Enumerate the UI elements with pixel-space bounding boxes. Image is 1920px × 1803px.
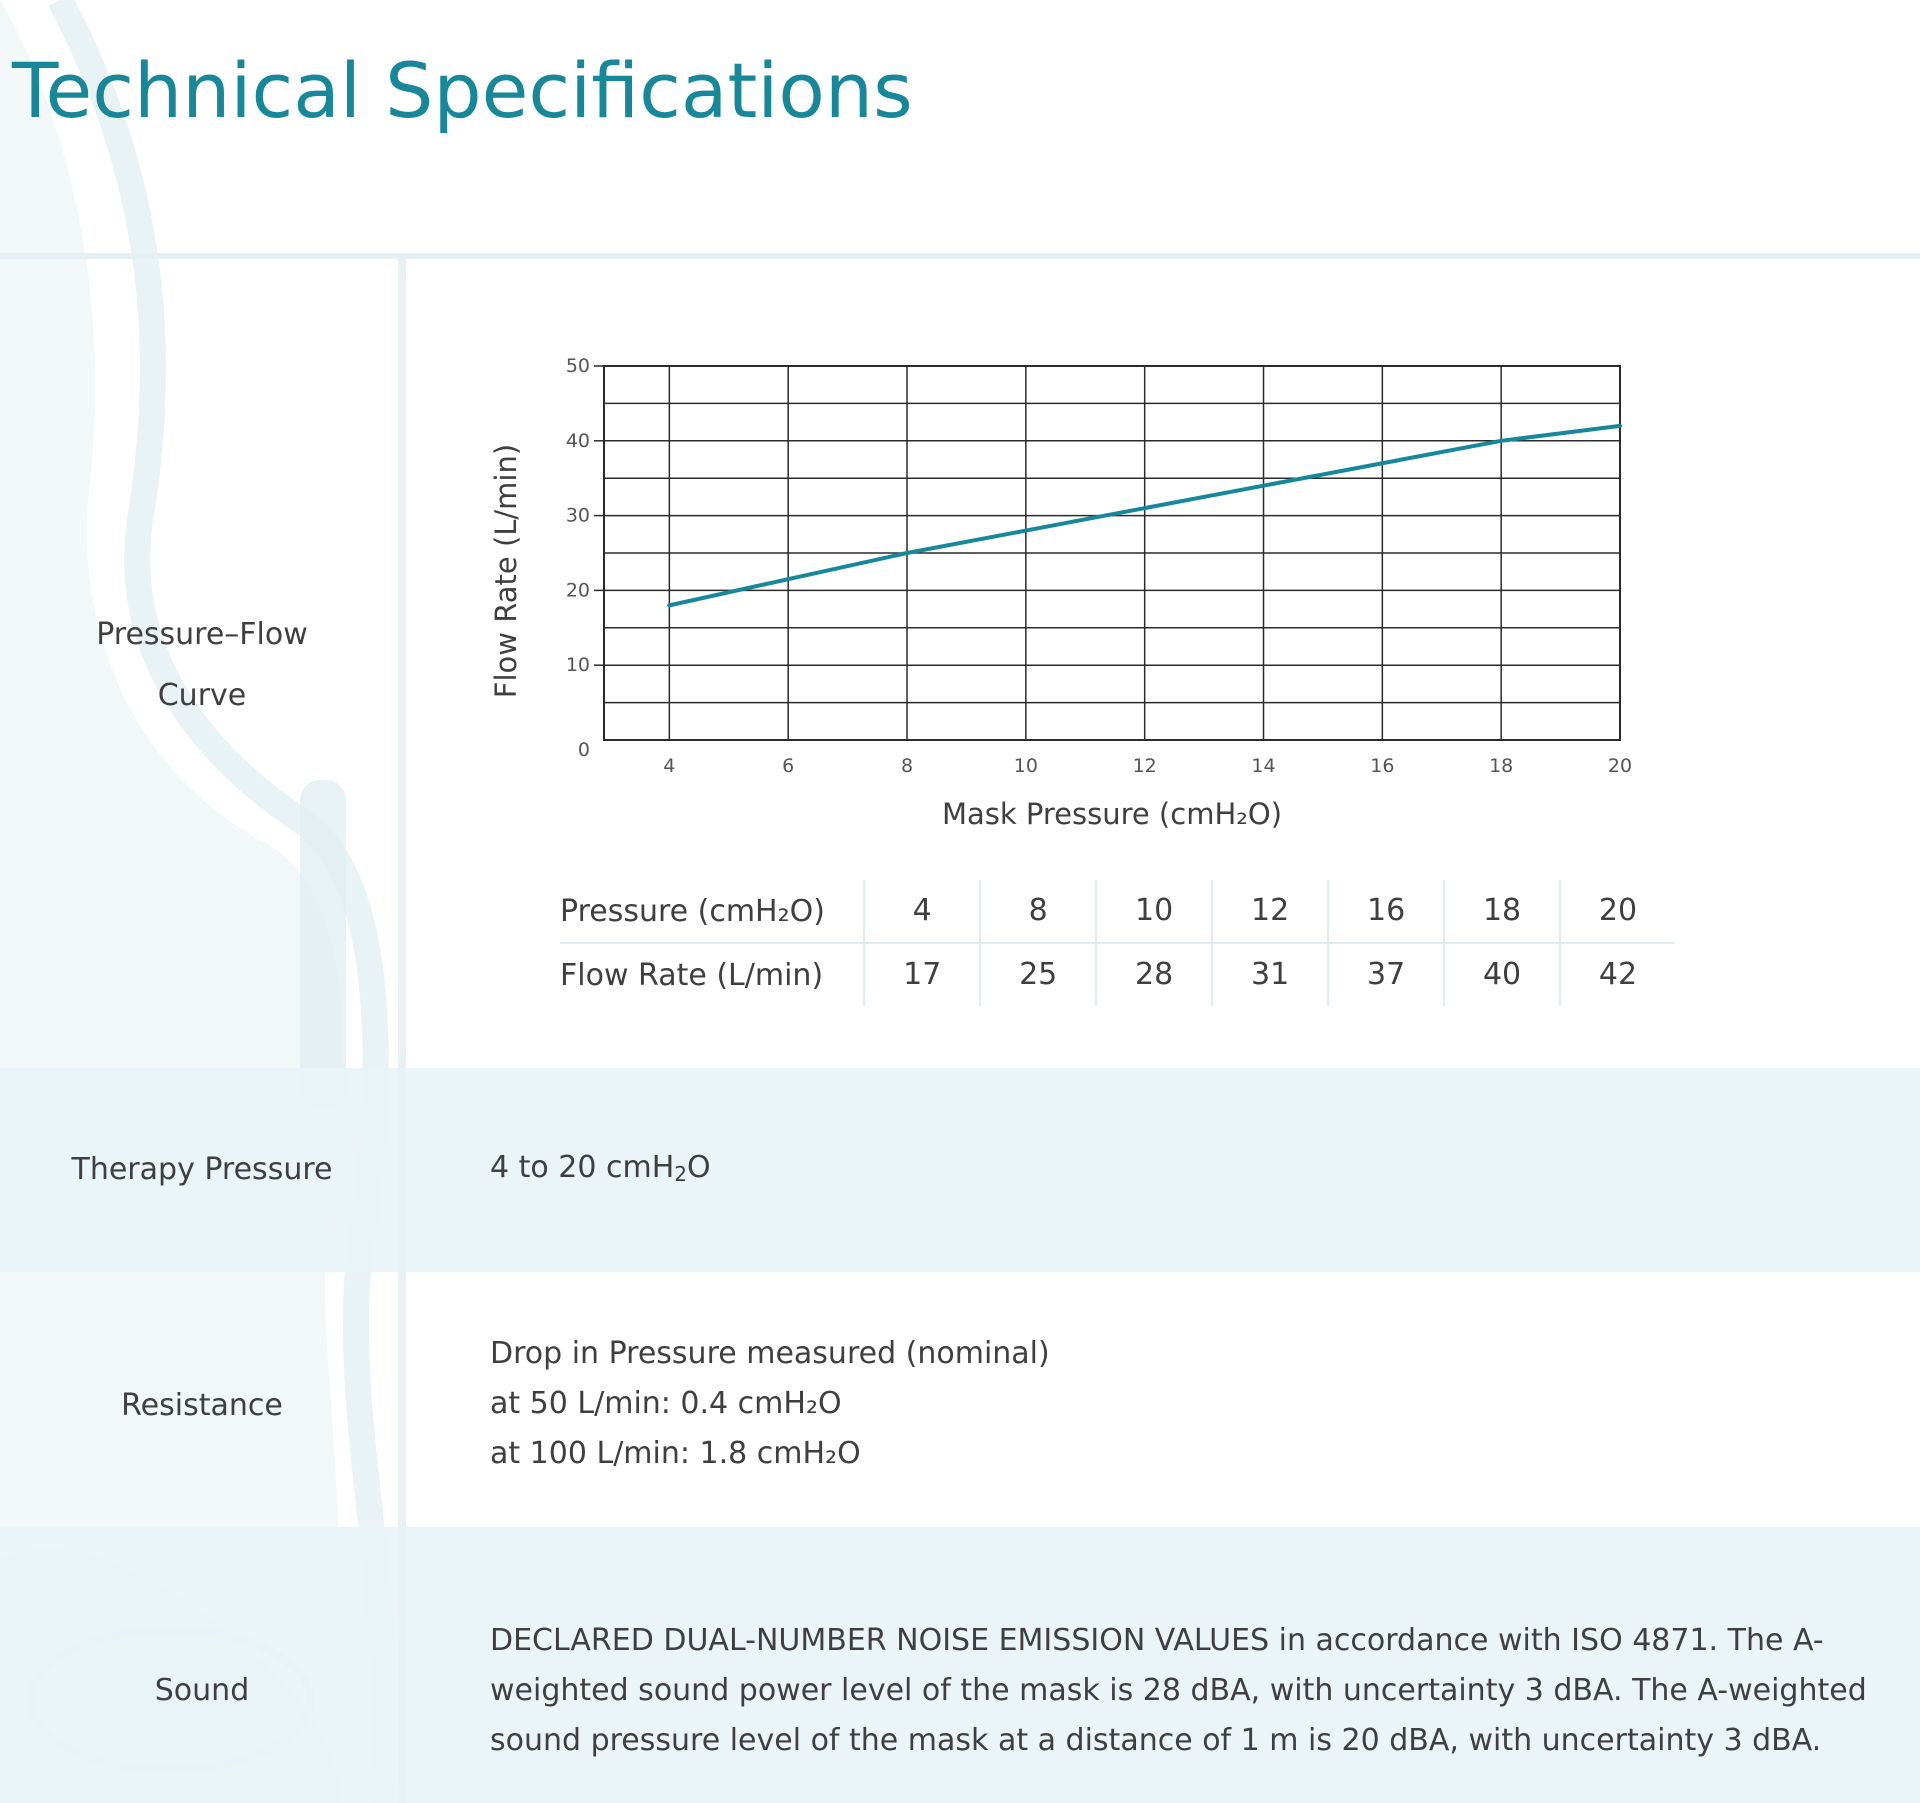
pressure-flow-chart <box>480 340 1690 840</box>
flow-row-header: Flow Rate (L/min) <box>560 957 824 993</box>
pressure-row-header: Pressure (cmH₂O) <box>560 893 825 929</box>
table-cell-flow: 31 <box>1211 944 1327 1006</box>
resistance-line: at 100 L/min: 1.8 cmH₂O <box>490 1436 861 1471</box>
data-point <box>668 604 671 607</box>
data-point <box>1024 529 1027 532</box>
table-row-pressure <box>560 880 1675 944</box>
pressure-flow-label-line1: Pressure–Flow <box>96 617 308 652</box>
table-cell-pressure: 18 <box>1443 880 1559 942</box>
table-cell-flow: 40 <box>1443 944 1559 1006</box>
table-row-flow <box>560 944 1675 1006</box>
table-cell-flow: 25 <box>979 944 1095 1006</box>
x-tick-label: 4 <box>663 755 676 777</box>
resistance-line: Drop in Pressure measured (nominal) <box>490 1336 1050 1371</box>
x-tick-label: 10 <box>1013 755 1038 777</box>
y-tick-label: 0 <box>577 739 590 761</box>
x-tick-label: 18 <box>1489 755 1514 777</box>
x-tick-label: 12 <box>1132 755 1157 777</box>
x-tick-label: 16 <box>1370 755 1395 777</box>
y-tick-label: 30 <box>565 504 590 527</box>
x-tick-label: 20 <box>1607 755 1633 777</box>
therapy-pressure-value <box>490 1150 711 1186</box>
pressure-flow-table <box>560 880 1675 1006</box>
table-cell-flow: 17 <box>863 944 979 1006</box>
pressure-flow-label <box>0 604 404 726</box>
y-tick-label: 50 <box>565 355 590 377</box>
header-divider <box>0 253 1920 259</box>
sound-label: Sound <box>154 1673 250 1708</box>
y-axis-title: Flow Rate (L/min) <box>489 443 523 699</box>
therapy-value-tail: O <box>687 1150 711 1185</box>
y-tick-label: 20 <box>565 579 590 602</box>
data-point <box>1143 507 1146 510</box>
table-cell-pressure: 8 <box>979 880 1095 942</box>
resistance-line: at 50 L/min: 0.4 cmH₂O <box>490 1386 842 1421</box>
therapy-value-main: 4 to 20 cmH <box>490 1150 675 1185</box>
pressure-flow-label-line2: Curve <box>157 678 247 713</box>
therapy-pressure-label: Therapy Pressure <box>71 1152 333 1187</box>
table-cell-pressure: 12 <box>1211 880 1327 942</box>
resistance-label: Resistance <box>121 1388 283 1423</box>
resistance-value <box>490 1329 1050 1479</box>
table-cell-flow: 28 <box>1095 944 1211 1006</box>
table-cell-pressure: 20 <box>1559 880 1675 942</box>
table-cell-pressure: 4 <box>863 880 979 942</box>
data-point <box>906 552 909 555</box>
data-point <box>1619 424 1622 427</box>
table-cell-pressure: 10 <box>1095 880 1211 942</box>
x-tick-label: 6 <box>782 755 795 777</box>
table-cell-pressure: 16 <box>1327 880 1443 942</box>
x-tick-label: 8 <box>900 755 914 777</box>
table-cell-flow: 37 <box>1327 944 1443 1006</box>
table-cell-flow: 42 <box>1559 944 1675 1006</box>
y-tick-label: 10 <box>565 654 590 677</box>
therapy-value-subscript: 2 <box>674 1162 687 1186</box>
y-tick-label: 40 <box>565 429 590 452</box>
x-tick-label: 14 <box>1251 755 1276 777</box>
data-point <box>1500 439 1503 442</box>
sound-value: DECLARED DUAL-NUMBER NOISE EMISSION VALUES in accordance with ISO 4871. The A-weighted sound power level of the mask is 28 dBA, with uncertainty 3 dBA. The A-weighted sound pressure level of the mask at a distance of 1 m is 20 dBA, with uncertainty 3 dBA. <box>490 1623 1867 1758</box>
page-title: Technical Specifications <box>12 46 913 135</box>
column-divider <box>398 259 406 1803</box>
x-axis-title: Mask Pressure (cmH₂O) <box>941 797 1283 831</box>
data-point <box>1381 462 1384 465</box>
